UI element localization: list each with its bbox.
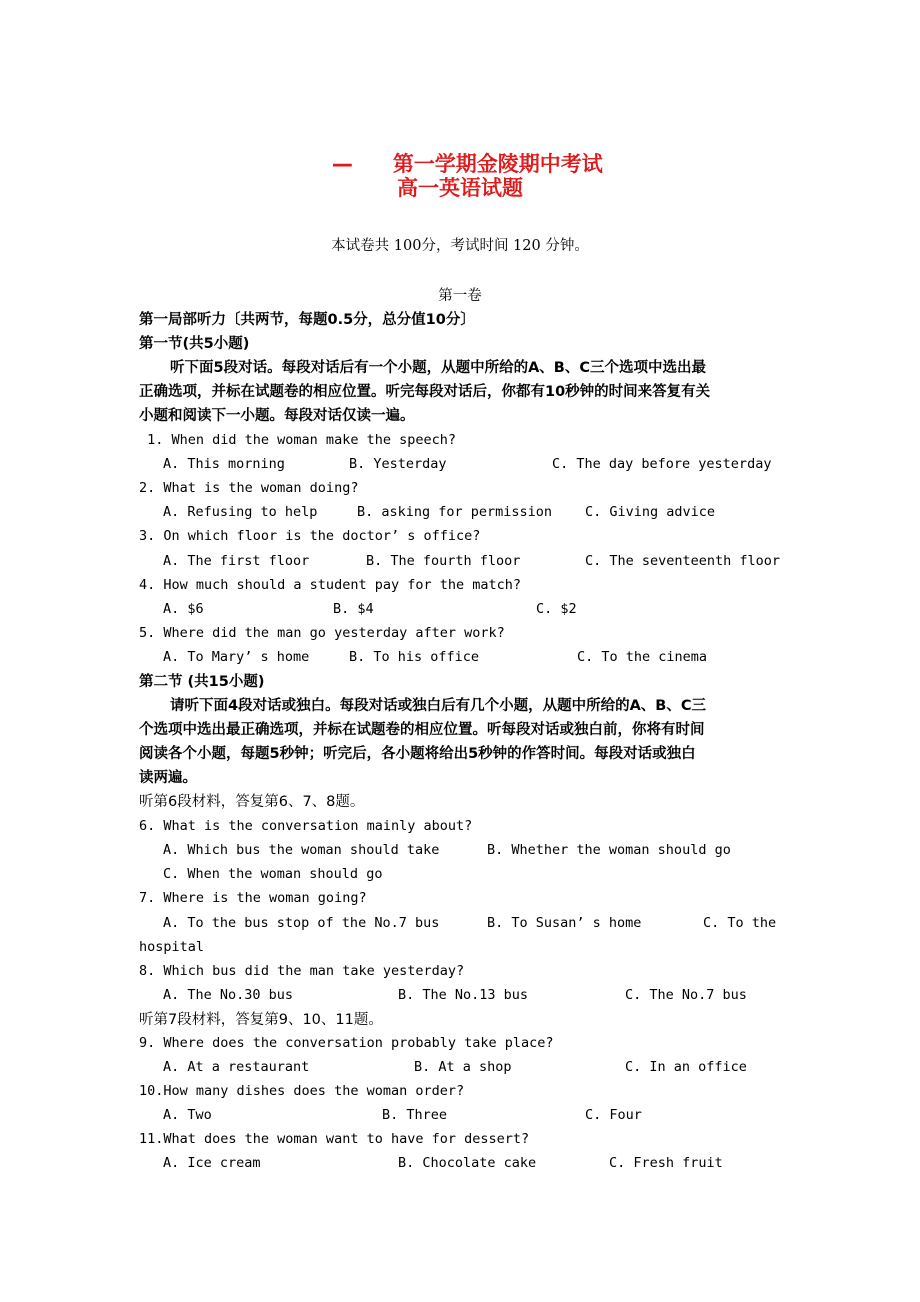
q2-option-c: C. Giving advice [585,504,716,520]
q10-option-c: C. Four [585,1107,642,1123]
q8-option-b: B. The No.13 bus [398,987,529,1003]
question-8: 8. Which bus did the man take yesterday? [139,963,465,979]
title-line-1 [0,124,920,178]
q7-option-c: C. To the [703,915,777,931]
section2-instruction-2: 个选项中选出最正确选项，并标在试题卷的相应位置。听每段对话或独白前，你将有时间 [139,722,705,738]
q9-option-c: C. In an office [625,1059,747,1075]
q11-option-b: B. Chocolate cake [398,1155,537,1171]
question-6: 6. What is the conversation mainly about? [139,818,473,834]
q4-option-c: C. $2 [536,601,577,617]
title-dash: — [331,152,353,176]
title-text: 第一学期金陵期中考试 [392,152,603,176]
q9-option-b: B. At a shop [414,1059,512,1075]
q8-option-c: C. The No.7 bus [625,987,747,1003]
q1-option-b: B. Yesterday [349,456,447,472]
question-4: 4. How much should a student pay for the match? [139,577,522,593]
exam-info: 本试卷共 100分，考试时间 120 分钟。 [331,238,589,254]
q7-option-a: A. To the bus stop of the No.7 bus [163,915,440,931]
question-3: 3. On which floor is the doctor’ s office? [139,528,481,544]
section1-heading: 第一节(共5小题) [139,336,250,352]
question-5: 5. Where did the man go yesterday after work? [139,625,505,641]
section1-instruction-1: 听下面5段对话。每段对话后有一个小题，从题中所给的A、B、C三个选项中选出最 [170,360,707,376]
question-2: 2. What is the woman doing? [139,480,359,496]
q1-option-a: A. This morning [163,456,285,472]
section2-instruction-1: 请听下面4段对话或独白。每段对话或独白后有几个小题，从题中所给的A、B、C三 [170,698,707,714]
section1-instruction-2: 正确选项，并标在试题卷的相应位置。听完每段对话后，你都有10秒钟的时间来答复有关 [139,384,711,400]
q4-option-b: B. $4 [333,601,374,617]
q1-option-c: C. The day before yesterday [552,456,772,472]
q3-option-b: B. The fourth floor [366,553,521,569]
q6-option-c: C. When the woman should go [163,866,383,882]
q5-option-a: A. To Mary’ s home [163,649,310,665]
question-11: 11.What does the woman want to have for dessert? [139,1131,530,1147]
part1-heading: 第一局部听力〔共两节，每题0.5分，总分值10分〕 [139,312,475,328]
q5-option-b: B. To his office [349,649,480,665]
q11-option-c: C. Fresh fruit [609,1155,723,1171]
question-1: 1. When did the woman make the speech? [139,432,456,448]
q7-option-b: B. To Susan’ s home [487,915,642,931]
q2-option-a: A. Refusing to help [163,504,318,520]
q2-option-b: B. asking for permission [357,504,553,520]
q6-option-b: B. Whether the woman should go [487,842,731,858]
material-7-label: 听第7段材料，答复第9、10、11题。 [139,1012,383,1028]
q6-option-a: A. Which bus the woman should take [163,842,440,858]
q10-option-a: A. Two [163,1107,212,1123]
q5-option-c: C. To the cinema [577,649,708,665]
question-10: 10.How many dishes does the woman order? [139,1083,465,1099]
title-line-2: 高一英语试题 [397,176,523,200]
section2-instruction-3: 阅读各个小题，每题5秒钟；听完后，各小题将给出5秒钟的作答时间。每段对话或独白 [139,746,696,762]
volume-label: 第一卷 [438,288,482,304]
section2-heading: 第二节 (共15小题) [139,674,265,690]
q8-option-a: A. The No.30 bus [163,987,294,1003]
q9-option-a: A. At a restaurant [163,1059,310,1075]
question-7: 7. Where is the woman going? [139,890,367,906]
section1-instruction-3: 小题和阅读下一小题。每段对话仅读一遍。 [139,408,415,424]
q3-option-c: C. The seventeenth floor [585,553,781,569]
section2-instruction-4: 读两遍。 [139,770,197,786]
q7-option-c-continued: hospital [139,939,205,955]
question-9: 9. Where does the conversation probably take place? [139,1035,554,1051]
q4-option-a: A. $6 [163,601,204,617]
q3-option-a: A. The first floor [163,553,310,569]
material-6-label: 听第6段材料，答复第6、7、8题。 [139,794,365,810]
q10-option-b: B. Three [382,1107,448,1123]
q11-option-a: A. Ice cream [163,1155,261,1171]
